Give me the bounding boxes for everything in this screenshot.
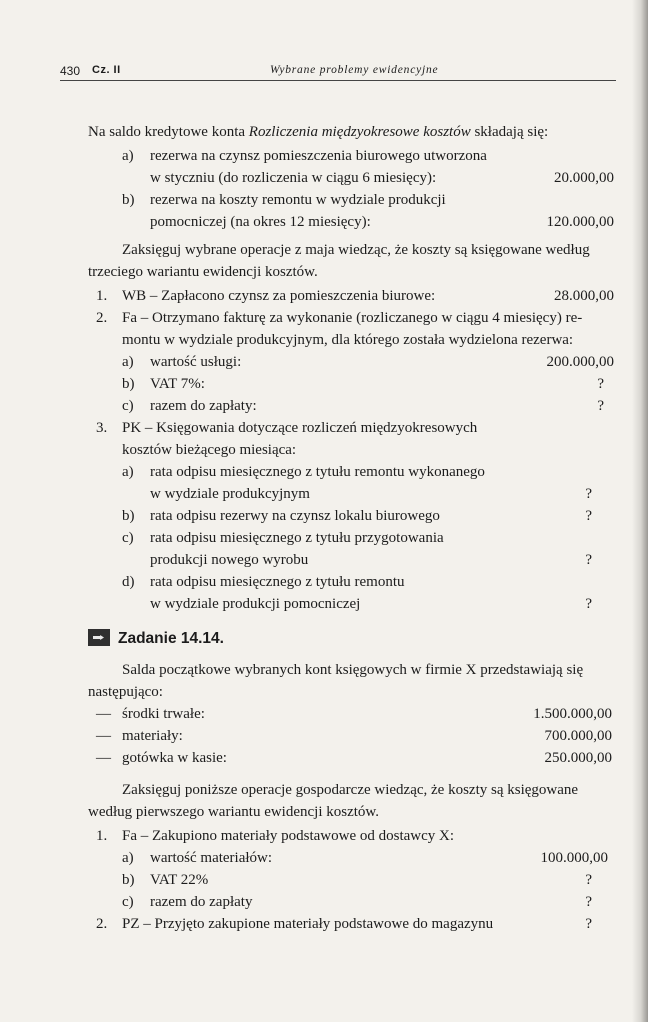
task-instruction-line2: według pierwszego wariantu ewidencji kosztów. (88, 804, 380, 820)
intro-item-b-line1: rezerwa na koszty remontu w wydziale produkcji (150, 192, 446, 208)
operation2-sub-a-text: wartość usługi: (150, 354, 242, 370)
intro-text-after: składają się: (470, 124, 549, 140)
operation3-sub-a-line1: rata odpisu miesięcznego z tytułu remontu wykonanego (150, 464, 485, 480)
balance-dash-3: — (96, 750, 111, 766)
task-intro-line1: Salda początkowe wybranych kont księgowych w firmie X przedstawiają się (122, 662, 584, 678)
intro-item-a-amount: 20.000,00 (554, 170, 614, 186)
task-op1-text: Fa – Zakupiono materiały podstawowe od dostawcy X: (122, 828, 455, 844)
chapter-label: Cz. II (92, 64, 121, 76)
task-intro-line2: następująco: (88, 684, 163, 700)
operation1-number: 1. (96, 288, 108, 304)
task-op1-sub-c-amount: ? (585, 894, 592, 910)
operation2-line2: montu w wydziale produkcyjnym, dla którego została wydzielona rezerwa: (122, 332, 574, 348)
task-title: Zadanie 14.14. (118, 630, 224, 647)
operation1-amount: 28.000,00 (554, 288, 614, 304)
operation3-sub-a-line2: w wydziale produkcyjnym (150, 486, 310, 502)
operation2-number: 2. (96, 310, 108, 326)
operation3-sub-d-label: d) (122, 574, 135, 590)
operation3-sub-c-line1: rata odpisu miesięcznego z tytułu przygotowania (150, 530, 444, 546)
operation2-sub-a-amount: 200.000,00 (546, 354, 614, 370)
task-op1-sub-b-amount: ? (585, 872, 592, 888)
task-op1-sub-b-label: b) (122, 872, 135, 888)
operation3-number: 3. (96, 420, 108, 436)
header-rule (60, 80, 616, 81)
balance-amount-materials: 700.000,00 (544, 728, 612, 744)
operation3-sub-a-amount: ? (585, 486, 592, 502)
task-op1-sub-b-text: VAT 22% (150, 872, 209, 888)
instruction1-line2: trzeciego wariantu ewidencji kosztów. (88, 264, 318, 280)
task-op1-number: 1. (96, 828, 108, 844)
operation2-sub-c-text: razem do zapłaty: (150, 398, 257, 414)
operation3-sub-d-line1: rata odpisu miesięcznego z tytułu remontu (150, 574, 405, 590)
running-title: Wybrane problemy ewidencyjne (270, 64, 439, 76)
account-name: Rozliczenia międzyokresowe kosztów (248, 124, 471, 140)
intro-sentence (88, 121, 548, 143)
operation2-sub-c-label: c) (122, 398, 134, 414)
page-edge-shadow (632, 0, 648, 1022)
operation3-line2: kosztów bieżącego miesiąca: (122, 442, 297, 458)
balance-dash-2: — (96, 728, 111, 744)
balance-dash-1: — (96, 706, 111, 722)
operation3-sub-b-line1: rata odpisu rezerwy na czynsz lokalu biurowego (150, 508, 440, 524)
operation1-text: WB – Zapłacono czynsz za pomieszczenia biurowe: (122, 288, 436, 304)
balance-name-cash: gotówka w kasie: (122, 750, 227, 766)
instruction1-line1: Zaksięguj wybrane operacje z maja wiedząc, że koszty są księgowane według (122, 242, 590, 258)
operation2-sub-c-amount: ? (597, 398, 604, 414)
task-op2-text: PZ – Przyjęto zakupione materiały podstawowe do magazynu (122, 916, 494, 932)
operation2-sub-b-amount: ? (597, 376, 604, 392)
operation3-line1: PK – Księgowania dotyczące rozliczeń międzyokresowych (122, 420, 478, 436)
intro-text-before: Na saldo kredytowe konta (88, 124, 249, 140)
balance-name-materials: materiały: (122, 728, 183, 744)
operation3-sub-c-label: c) (122, 530, 134, 546)
intro-item-a-line2: w styczniu (do rozliczenia w ciągu 6 miesięcy): (150, 170, 437, 186)
operation3-sub-d-amount: ? (585, 596, 592, 612)
operation2-sub-a-label: a) (122, 354, 134, 370)
task-op1-sub-a-text: wartość materiałów: (150, 850, 273, 866)
task-op1-sub-a-amount: 100.000,00 (540, 850, 608, 866)
operation3-sub-c-line2: produkcji nowego wyrobu (150, 552, 309, 568)
balance-name-fixed-assets: środki trwałe: (122, 706, 205, 722)
operation2-sub-b-text: VAT 7%: (150, 376, 205, 392)
intro-item-b-line2: pomocniczej (na okres 12 miesięcy): (150, 214, 371, 230)
task-instruction-line1: Zaksięguj poniższe operacje gospodarcze wiedząc, że koszty są księgowane (122, 782, 579, 798)
balance-amount-cash: 250.000,00 (544, 750, 612, 766)
intro-item-a-label: a) (122, 148, 134, 164)
operation3-sub-b-amount: ? (585, 508, 592, 524)
operation2-sub-b-label: b) (122, 376, 135, 392)
pencil-arrow-icon (88, 629, 110, 646)
operation3-sub-b-label: b) (122, 508, 135, 524)
operation3-sub-a-label: a) (122, 464, 134, 480)
task-op1-sub-c-label: c) (122, 894, 134, 910)
intro-item-b-amount: 120.000,00 (546, 214, 614, 230)
page-number: 430 (60, 64, 81, 78)
task-op1-sub-c-text: razem do zapłaty (150, 894, 253, 910)
task-heading (88, 628, 224, 650)
task-op2-number: 2. (96, 916, 108, 932)
intro-item-b-label: b) (122, 192, 135, 208)
operation2-line1: Fa – Otrzymano fakturę za wykonanie (rozliczanego w ciągu 4 miesięcy) re- (122, 310, 583, 326)
task-op1-sub-a-label: a) (122, 850, 134, 866)
task-op2-amount: ? (585, 916, 592, 932)
balance-amount-fixed-assets: 1.500.000,00 (533, 706, 612, 722)
operation3-sub-c-amount: ? (585, 552, 592, 568)
operation3-sub-d-line2: w wydziale produkcji pomocniczej (150, 596, 361, 612)
intro-item-a-line1: rezerwa na czynsz pomieszczenia biurowego utworzona (150, 148, 487, 164)
